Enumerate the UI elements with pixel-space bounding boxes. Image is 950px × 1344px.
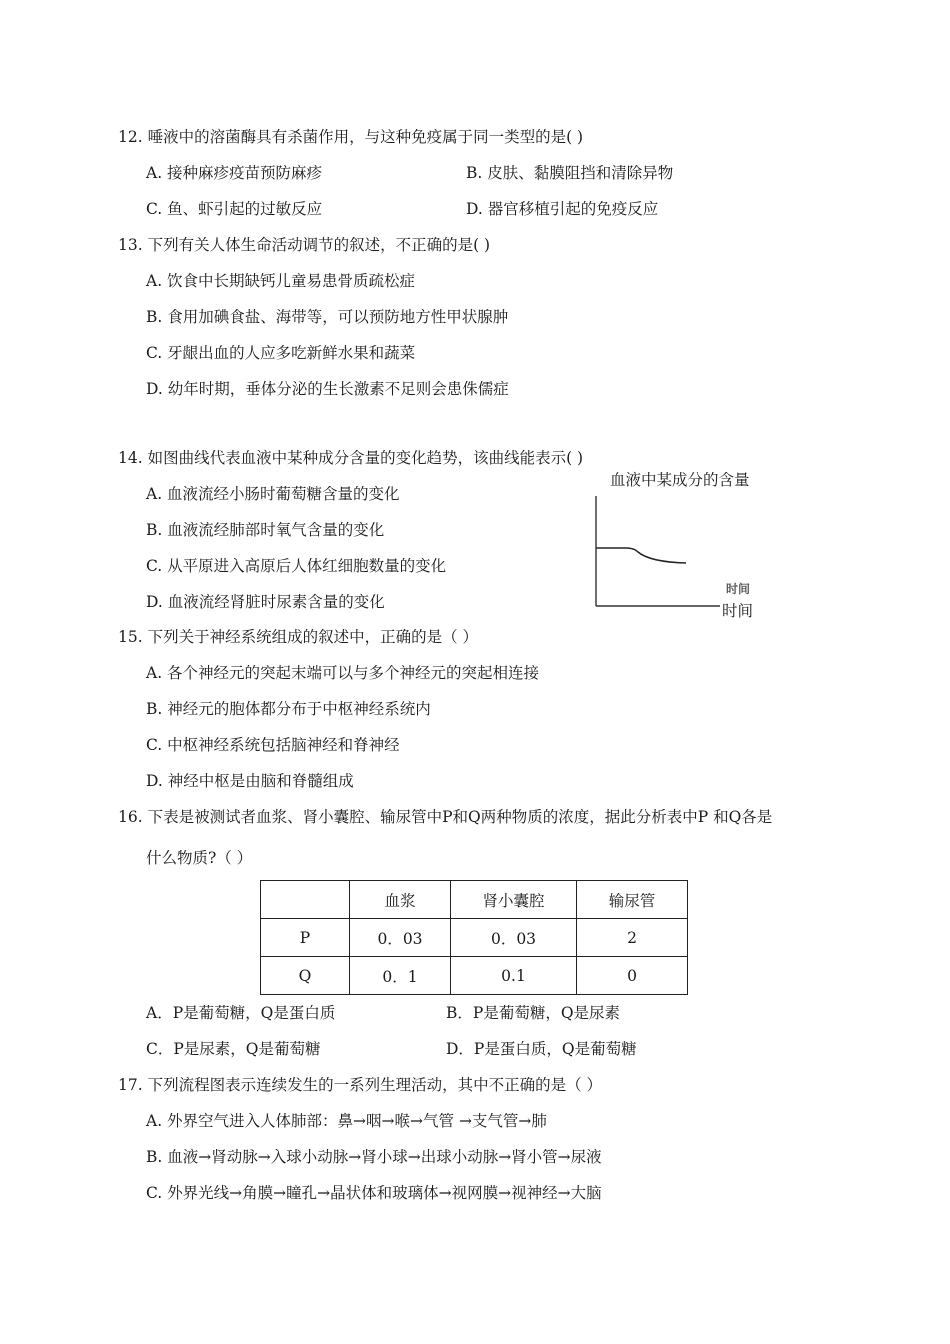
table-cell: 0.1 <box>451 957 577 995</box>
q12-option-a: A. 接种麻疹疫苗预防麻疹 <box>146 164 323 182</box>
q17-option-b: B. 血液→肾动脉→入球小动脉→肾小球→出球小动脉→肾小管→尿液 <box>146 1148 602 1166</box>
q15-option-a: A. 各个神经元的突起末端可以与多个神经元的突起相连接 <box>146 664 540 682</box>
q16-option-c: C．P是尿素，Q是葡萄糖 <box>146 1040 321 1058</box>
q12-option-c: C. 鱼、虾引起的过敏反应 <box>146 200 323 218</box>
q17-option-c: C. 外界光线→角膜→瞳孔→晶状体和玻璃体→视网膜→视神经→大脑 <box>146 1184 602 1202</box>
chart-curve <box>596 548 686 563</box>
q13-option-d: D. 幼年时期，垂体分泌的生长激素不足则会患侏儒症 <box>146 380 509 398</box>
q16-option-d: D．P是蛋白质，Q是葡萄糖 <box>446 1040 637 1058</box>
table-cell: 2 <box>577 919 688 957</box>
q14-chart <box>586 468 776 618</box>
q14-stem: 14. 如图曲线代表血液中某种成分含量的变化趋势，该曲线能表示( ) <box>118 449 584 467</box>
table-cell: 0．03 <box>451 919 577 957</box>
chart-y-label: 血液中某成分的含量 <box>610 471 750 489</box>
q13-option-b: B. 食用加碘食盐、海带等，可以预防地方性甲状腺肿 <box>146 308 509 326</box>
table-header-row <box>261 881 688 919</box>
table-cell: 0．1 <box>350 957 451 995</box>
q14-option-b: B. 血液流经肺部时氧气含量的变化 <box>146 521 385 539</box>
q17-stem: 17. 下列流程图表示连续发生的一系列生理活动，其中不正确的是（ ） <box>118 1076 603 1094</box>
q16-option-b: B．P是葡萄糖，Q是尿素 <box>446 1004 621 1022</box>
q13-option-c: C. 牙龈出血的人应多吃新鲜水果和蔬菜 <box>146 344 416 362</box>
q15-stem: 15. 下列关于神经系统组成的叙述中，正确的是（ ） <box>118 628 479 646</box>
chart-x-label: 时间 <box>722 602 754 620</box>
table-row <box>261 919 688 957</box>
q14-option-d: D. 血液流经肾脏时尿素含量的变化 <box>146 593 385 611</box>
q15-option-c: C. 中枢神经系统包括脑神经和脊神经 <box>146 736 400 754</box>
q13-stem: 13. 下列有关人体生命活动调节的叙述，不正确的是( ) <box>118 236 491 254</box>
q12-option-b: B. 皮肤、黏膜阻挡和清除异物 <box>466 164 674 182</box>
q15-option-d: D. 神经中枢是由脑和脊髓组成 <box>146 772 354 790</box>
q16-stem-line1: 16. 下表是被测试者血浆、肾小囊腔、输尿管中P和Q两种物质的浓度，据此分析表中P 和Q各是 <box>118 808 773 826</box>
q13-option-a: A. 饮食中长期缺钙儿童易患骨质疏松症 <box>146 272 416 290</box>
table-cell: 0 <box>577 957 688 995</box>
table-row <box>261 957 688 995</box>
chart-x-label-bold: 时间 <box>726 582 751 596</box>
q16-stem-line2: 什么物质?（ ） <box>146 849 253 867</box>
table-header-cell: 血浆 <box>350 881 451 919</box>
table-header-cell: 输尿管 <box>577 881 688 919</box>
q14-option-c: C. 从平原进入高原后人体红细胞数量的变化 <box>146 557 447 575</box>
q14-option-a: A. 血液流经小肠时葡萄糖含量的变化 <box>146 485 400 503</box>
q16-option-a: A．P是葡萄糖，Q是蛋白质 <box>146 1004 336 1022</box>
q12-stem: 12. 唾液中的溶菌酶具有杀菌作用，与这种免疫属于同一类型的是( ) <box>118 128 584 146</box>
q16-concentration-table <box>260 880 688 995</box>
table-cell: 0．03 <box>350 919 451 957</box>
table-cell: P <box>261 919 350 957</box>
table-cell: Q <box>261 957 350 995</box>
table-header-cell: 肾小囊腔 <box>451 881 577 919</box>
table-header-cell <box>261 881 350 919</box>
q15-option-b: B. 神经元的胞体都分布于中枢神经系统内 <box>146 700 431 718</box>
q12-option-d: D. 器官移植引起的免疫反应 <box>466 200 659 218</box>
q17-option-a: A. 外界空气进入人体肺部：鼻→咽→喉→气管 →支气管→肺 <box>146 1112 547 1130</box>
